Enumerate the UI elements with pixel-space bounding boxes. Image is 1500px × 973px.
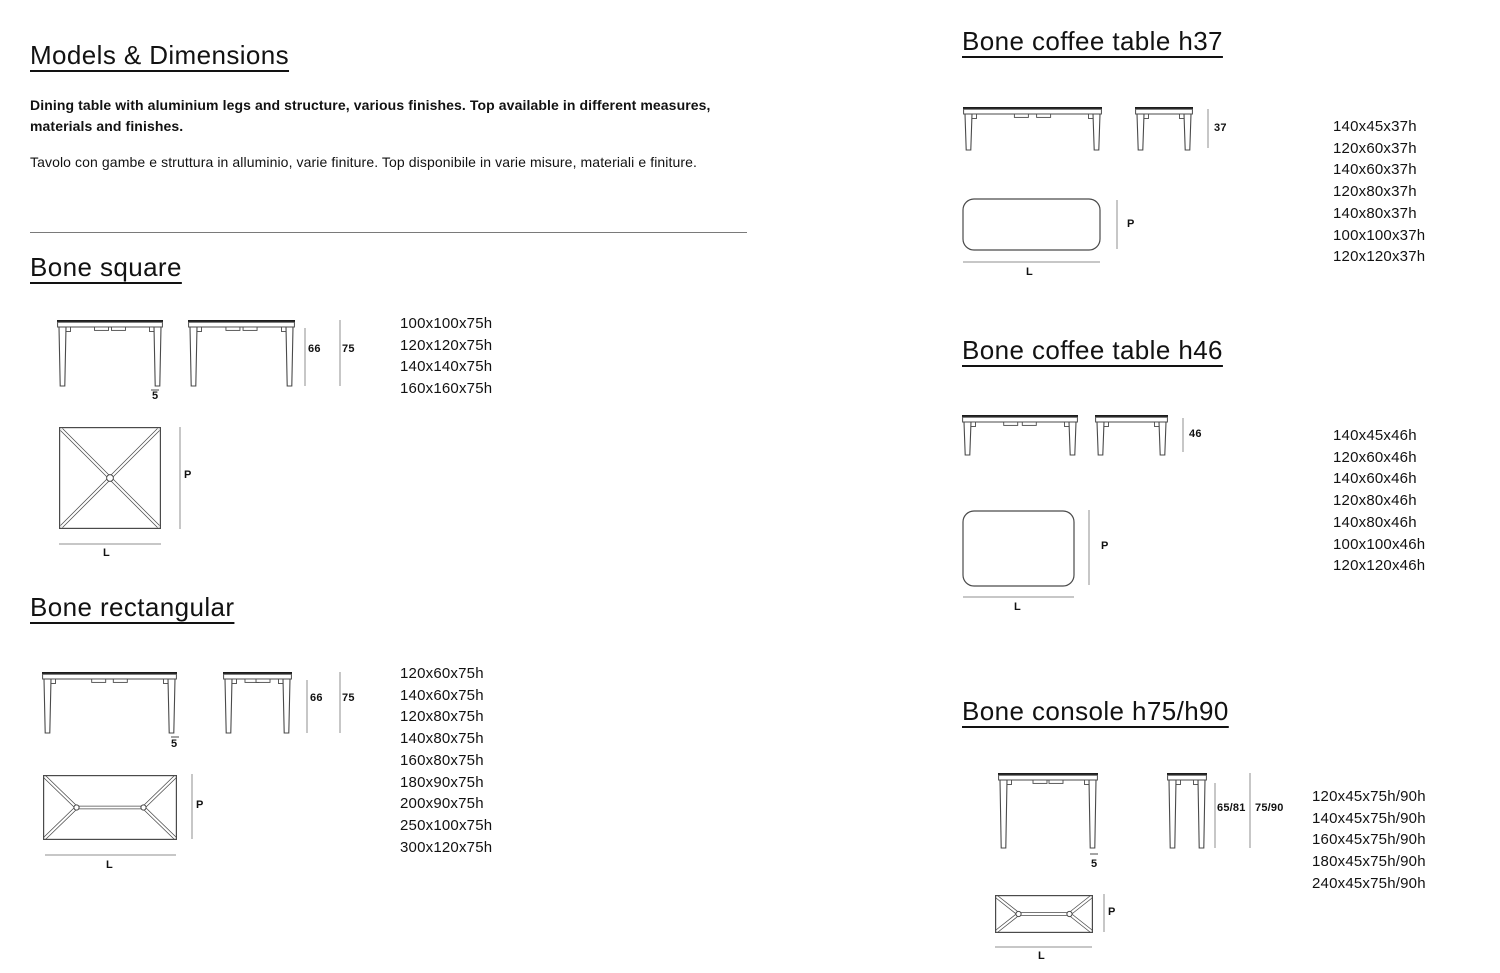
square-leg-dim-label: 5 bbox=[152, 390, 159, 402]
size-item: 240x45x75h/90h bbox=[1312, 874, 1426, 892]
size-item: 140x60x75h bbox=[400, 686, 484, 704]
header-divider bbox=[30, 232, 747, 233]
section-title-coffee-h46: Bone coffee table h46 bbox=[962, 335, 1223, 365]
console-side-view-diagram bbox=[995, 770, 1257, 858]
console-size-list bbox=[1312, 786, 1426, 895]
size-item: 140x60x46h bbox=[1333, 470, 1417, 488]
size-item: 120x120x46h bbox=[1333, 557, 1426, 575]
rect-length-label: L bbox=[106, 859, 113, 871]
size-item: 140x45x75h/90h bbox=[1312, 809, 1426, 827]
rect-inner-height-dim-label: 66 bbox=[310, 692, 323, 704]
coffee-h46-side-view-diagram bbox=[958, 410, 1192, 457]
size-item: 160x45x75h/90h bbox=[1312, 831, 1426, 849]
rect-depth-label: P bbox=[196, 799, 204, 811]
coffee-h46-size-list bbox=[1333, 425, 1425, 577]
bone-rectangular-side-view-diagram bbox=[42, 666, 344, 746]
size-item: 140x45x46h bbox=[1333, 427, 1417, 444]
coffee-h37-size-list bbox=[1333, 116, 1425, 268]
console-total-height-dim-label: 75/90 bbox=[1255, 802, 1284, 814]
section-title-console: Bone console h75/h90 bbox=[962, 696, 1229, 726]
coffee-h37-side-view-diagram bbox=[960, 100, 1218, 152]
section-title-bone-square: Bone square bbox=[30, 252, 182, 282]
square-depth-label: P bbox=[184, 469, 192, 481]
size-item: 180x90x75h bbox=[400, 773, 484, 791]
section-title-bone-rectangular: Bone rectangular bbox=[30, 592, 235, 622]
h46-depth-label: P bbox=[1101, 540, 1109, 552]
size-item: 100x100x46h bbox=[1333, 535, 1426, 553]
size-item: 120x120x75h bbox=[400, 336, 493, 354]
h46-total-height-dim-label: 46 bbox=[1189, 428, 1202, 440]
console-inner-height-dim-label: 65/81 bbox=[1217, 802, 1246, 814]
coffee-h46-top-view-diagram bbox=[961, 506, 1096, 601]
bone-rectangular-top-view-diagram bbox=[43, 768, 203, 860]
bone-square-size-list bbox=[400, 313, 492, 400]
square-inner-height-dim-label: 66 bbox=[308, 343, 321, 355]
size-item: 120x45x75h/90h bbox=[1312, 788, 1426, 805]
console-depth-label: P bbox=[1108, 906, 1116, 918]
size-item: 140x80x46h bbox=[1333, 513, 1417, 531]
bone-square-side-view-diagram bbox=[55, 316, 357, 402]
h46-length-label: L bbox=[1014, 601, 1021, 613]
square-total-height-dim-label: 75 bbox=[342, 343, 355, 355]
size-item: 120x60x46h bbox=[1333, 448, 1417, 466]
size-item: 120x120x37h bbox=[1333, 248, 1426, 266]
rect-leg-dim-label: 5 bbox=[171, 738, 178, 750]
size-item: 100x100x37h bbox=[1333, 226, 1426, 244]
size-item: 120x80x37h bbox=[1333, 183, 1417, 201]
h37-depth-label: P bbox=[1127, 218, 1135, 230]
bone-square-top-view-diagram bbox=[58, 424, 190, 550]
h37-total-height-dim-label: 37 bbox=[1214, 122, 1227, 134]
size-item: 140x80x37h bbox=[1333, 204, 1417, 222]
size-item: 120x60x75h bbox=[400, 665, 484, 682]
coffee-h37-top-view-diagram bbox=[962, 196, 1122, 266]
bone-rectangular-size-list bbox=[400, 663, 492, 858]
size-item: 120x80x75h bbox=[400, 708, 484, 726]
console-leg-dim-label: 5 bbox=[1091, 858, 1098, 870]
page-title: Models & Dimensions bbox=[30, 40, 290, 70]
size-item: 300x120x75h bbox=[400, 838, 493, 856]
intro-text-it: Tavolo con gambe e struttura in alluminio, varie finiture. Top disponibile in varie misure, materiali e finiture. bbox=[30, 154, 698, 170]
console-top-view-diagram bbox=[995, 890, 1110, 950]
rect-total-height-dim-label: 75 bbox=[342, 692, 355, 704]
size-item: 160x80x75h bbox=[400, 751, 484, 769]
size-item: 200x90x75h bbox=[400, 795, 484, 813]
square-length-label: L bbox=[103, 547, 110, 559]
section-title-coffee-h37: Bone coffee table h37 bbox=[962, 26, 1223, 56]
size-item: 120x80x46h bbox=[1333, 492, 1417, 510]
size-item: 180x45x75h/90h bbox=[1312, 853, 1426, 871]
size-item: 140x140x75h bbox=[400, 358, 493, 376]
size-item: 140x80x75h bbox=[400, 730, 484, 748]
console-length-label: L bbox=[1038, 950, 1045, 962]
size-item: 120x60x37h bbox=[1333, 139, 1417, 157]
size-item: 250x100x75h bbox=[400, 816, 493, 834]
size-item: 140x60x37h bbox=[1333, 161, 1417, 179]
size-item: 100x100x75h bbox=[400, 315, 493, 332]
h37-length-label: L bbox=[1026, 266, 1033, 278]
size-item: 160x160x75h bbox=[400, 380, 493, 398]
size-item: 140x45x37h bbox=[1333, 118, 1417, 135]
intro-text-en: Dining table with aluminium legs and structure, various finishes. Top available in different measures, materials and finishes. bbox=[30, 97, 711, 134]
